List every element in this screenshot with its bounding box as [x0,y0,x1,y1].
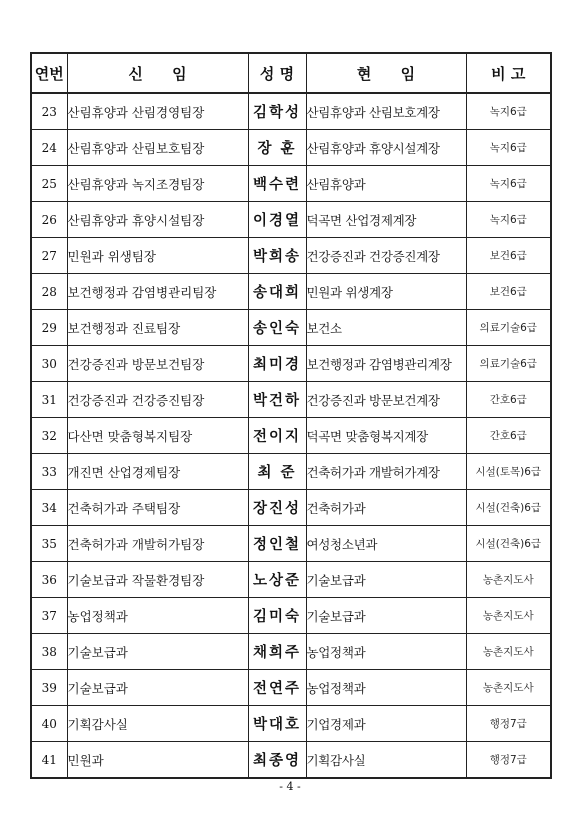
current-post-cell: 덕곡면 산업경제계장 [306,202,466,238]
table-row [31,526,551,562]
table-row [31,166,551,202]
new-post-cell: 기술보급과 [67,670,248,706]
note-cell: 보건6급 [466,238,551,274]
new-post-cell: 산림휴양과 녹지조경팀장 [67,166,248,202]
name-cell: 송인숙 [248,310,306,346]
name-cell: 채희주 [248,634,306,670]
current-post-cell: 기술보급과 [306,562,466,598]
note-cell: 간호6급 [466,418,551,454]
header-name: 성 명 [248,53,306,93]
current-post-cell: 농업정책과 [306,670,466,706]
new-post-cell: 건강증진과 건강증진팀장 [67,382,248,418]
row-number: 29 [31,310,67,346]
note-cell: 녹지6급 [466,130,551,166]
current-post-cell: 산림휴양과 [306,166,466,202]
table-row [31,346,551,382]
table-row [31,202,551,238]
note-cell: 행정7급 [466,742,551,779]
row-number: 36 [31,562,67,598]
table-row [31,562,551,598]
new-post-cell: 개진면 산업경제팀장 [67,454,248,490]
name-cell: 백수련 [248,166,306,202]
new-post-cell: 건축허가과 개발허가팀장 [67,526,248,562]
personnel-table [30,52,552,779]
table-body [31,93,551,778]
row-number: 40 [31,706,67,742]
name-cell: 김미숙 [248,598,306,634]
name-cell: 정인철 [248,526,306,562]
row-number: 28 [31,274,67,310]
row-number: 25 [31,166,67,202]
current-post-cell: 농업정책과 [306,634,466,670]
header-no: 연번 [31,53,67,93]
name-cell: 김학성 [248,93,306,130]
new-post-cell: 산림휴양과 산림경영팀장 [67,93,248,130]
name-cell: 박대호 [248,706,306,742]
note-cell: 농촌지도사 [466,562,551,598]
row-number: 38 [31,634,67,670]
new-post-cell: 민원과 위생팀장 [67,238,248,274]
note-cell: 농촌지도사 [466,670,551,706]
note-cell: 간호6급 [466,382,551,418]
table-row [31,130,551,166]
row-number: 26 [31,202,67,238]
table-row [31,742,551,779]
row-number: 23 [31,93,67,130]
current-post-cell: 건강증진과 건강증진계장 [306,238,466,274]
current-post-cell: 기술보급과 [306,598,466,634]
name-cell: 전이지 [248,418,306,454]
table-row [31,382,551,418]
current-post-cell: 민원과 위생계장 [306,274,466,310]
table-row [31,418,551,454]
new-post-cell: 보건행정과 진료팀장 [67,310,248,346]
new-post-cell: 민원과 [67,742,248,779]
row-number: 32 [31,418,67,454]
header-note: 비 고 [466,53,551,93]
current-post-cell: 덕곡면 맞춤형복지계장 [306,418,466,454]
current-post-cell: 건축허가과 개발허가계장 [306,454,466,490]
note-cell: 시설(건축)6급 [466,526,551,562]
row-number: 37 [31,598,67,634]
page-number: - 4 - [279,780,301,793]
current-post-cell: 산림휴양과 산림보호계장 [306,93,466,130]
name-cell: 최미경 [248,346,306,382]
current-post-cell: 건강증진과 방문보건계장 [306,382,466,418]
row-number: 33 [31,454,67,490]
table-row [31,238,551,274]
new-post-cell: 다산면 맞춤형복지팀장 [67,418,248,454]
table-row [31,274,551,310]
table-row [31,310,551,346]
new-post-cell: 산림휴양과 휴양시설팀장 [67,202,248,238]
name-cell: 이경열 [248,202,306,238]
table-row [31,454,551,490]
note-cell: 녹지6급 [466,93,551,130]
name-cell: 송대희 [248,274,306,310]
new-post-cell: 기술보급과 [67,634,248,670]
new-post-cell: 건축허가과 주택팀장 [67,490,248,526]
table-row [31,634,551,670]
table-row [31,670,551,706]
table-row [31,490,551,526]
current-post-cell: 산림휴양과 휴양시설계장 [306,130,466,166]
new-post-cell: 산림휴양과 산림보호팀장 [67,130,248,166]
note-cell: 시설(토목)6급 [466,454,551,490]
note-cell: 녹지6급 [466,166,551,202]
table-row [31,706,551,742]
note-cell: 농촌지도사 [466,598,551,634]
name-cell: 박희송 [248,238,306,274]
current-post-cell: 여성청소년과 [306,526,466,562]
row-number: 39 [31,670,67,706]
name-cell: 최 준 [248,454,306,490]
name-cell: 박건하 [248,382,306,418]
header-current-post: 현 임 [306,53,466,93]
row-number: 31 [31,382,67,418]
new-post-cell: 기술보급과 작물환경팀장 [67,562,248,598]
name-cell: 최종영 [248,742,306,779]
note-cell: 시설(건축)6급 [466,490,551,526]
new-post-cell: 건강증진과 방문보건팀장 [67,346,248,382]
header-row [31,53,551,93]
row-number: 27 [31,238,67,274]
row-number: 30 [31,346,67,382]
current-post-cell: 보건소 [306,310,466,346]
new-post-cell: 기획감사실 [67,706,248,742]
header-new-post: 신 임 [67,53,248,93]
name-cell: 장 훈 [248,130,306,166]
name-cell: 장진성 [248,490,306,526]
table-row [31,93,551,130]
note-cell: 농촌지도사 [466,634,551,670]
note-cell: 행정7급 [466,706,551,742]
row-number: 34 [31,490,67,526]
current-post-cell: 보건행정과 감염병관리계장 [306,346,466,382]
row-number: 24 [31,130,67,166]
note-cell: 의료기술6급 [466,310,551,346]
note-cell: 의료기술6급 [466,346,551,382]
new-post-cell: 농업정책과 [67,598,248,634]
current-post-cell: 건축허가과 [306,490,466,526]
row-number: 41 [31,742,67,779]
name-cell: 전연주 [248,670,306,706]
table-row [31,598,551,634]
note-cell: 녹지6급 [466,202,551,238]
current-post-cell: 기획감사실 [306,742,466,779]
name-cell: 노상준 [248,562,306,598]
row-number: 35 [31,526,67,562]
current-post-cell: 기업경제과 [306,706,466,742]
new-post-cell: 보건행정과 감염병관리팀장 [67,274,248,310]
note-cell: 보건6급 [466,274,551,310]
